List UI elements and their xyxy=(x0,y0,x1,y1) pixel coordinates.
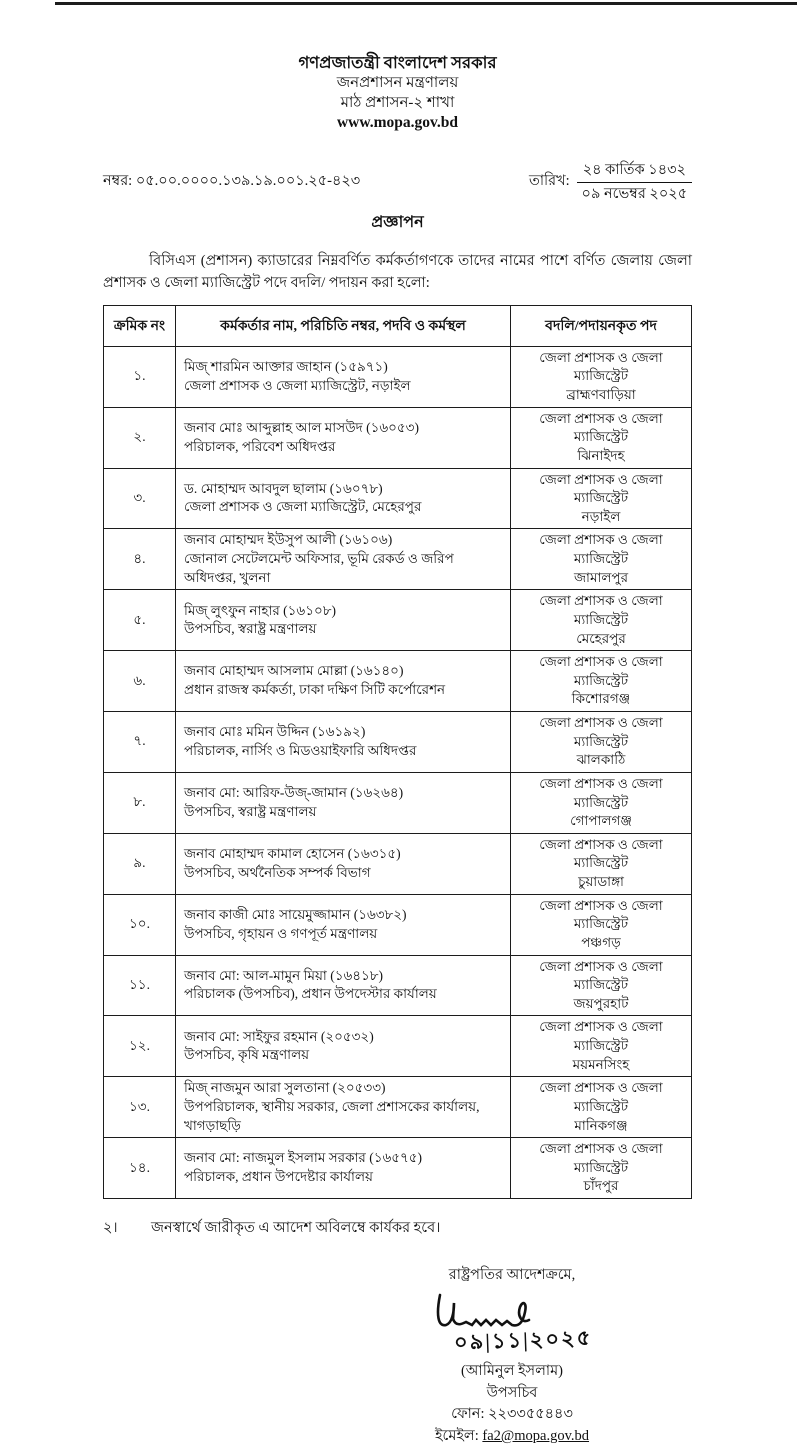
table-header-row xyxy=(104,305,692,346)
officer-designation: উপসচিব, কৃষি মন্ত্রণালয় xyxy=(184,1047,310,1063)
phone-label: ফোন: xyxy=(451,1406,485,1423)
cell-officer xyxy=(176,1016,511,1077)
officer-name-id: জনাব মোঃ আব্দুল্লাহ আল মাসউদ (১৬০৫৩) xyxy=(184,419,419,435)
officer-name-id: মিজ্‌ শারমিন আক্তার জাহান (১৫৯৭১) xyxy=(184,359,388,375)
cell-posting xyxy=(511,468,692,529)
cell-posting xyxy=(511,407,692,468)
table-row xyxy=(104,772,692,833)
memo-number-label: নম্বর: xyxy=(103,172,133,189)
posting-district: চাঁদপুর xyxy=(583,1178,619,1194)
cell-officer xyxy=(176,407,511,468)
posting-title: জেলা প্রশাসক ও জেলা ম্যাজিস্ট্রেট xyxy=(539,1080,663,1114)
table-row xyxy=(104,651,692,712)
officer-name-id: জনাব মো: সাইফুর রহমান (২০৫৩২) xyxy=(184,1028,374,1044)
date-stack xyxy=(577,160,692,205)
officer-name-id: জনাব মোহাম্মদ ইউসুপ আলী (১৬১০৬) xyxy=(184,532,393,548)
table-row xyxy=(104,955,692,1016)
cell-serial: ২. xyxy=(104,407,176,468)
cell-posting xyxy=(511,955,692,1016)
cell-serial: ৯. xyxy=(104,833,176,894)
posting-district: জামালপুর xyxy=(573,569,629,585)
officer-designation: উপসচিব, স্বরাষ্ট্র মন্ত্রণালয় xyxy=(184,803,317,819)
officer-designation: পরিচালক, নার্সিং ও মিডওয়াইফারি অধিদপ্তর xyxy=(184,742,417,758)
cell-officer xyxy=(176,468,511,529)
header-posting: বদলি/পদায়নকৃত পদ xyxy=(511,305,692,346)
email-label: ইমেইল: xyxy=(434,1428,479,1445)
intro-paragraph: বিসিএস (প্রশাসন) ক্যাডারের নিম্নবর্ণিত কর্মকর্তাগণকে তাদের নামের পাশে বর্ণিত জেলায় জেলা প্রশাসক ও জেলা ম্যাজিস্ট্রেট পদে বদলি/ পদায়ন করা হলো: xyxy=(103,252,692,292)
cell-officer xyxy=(176,833,511,894)
posting-district: কিশোরগঞ্জ xyxy=(571,691,631,707)
cell-officer xyxy=(176,772,511,833)
cell-officer xyxy=(176,1077,511,1138)
posting-title: জেলা প্রশাসক ও জেলা ম্যাজিস্ট্রেট xyxy=(539,593,663,627)
cell-serial: ১২. xyxy=(104,1016,176,1077)
government-name: গণপ্রজাতন্ত্রী বাংলাদেশ সরকার xyxy=(298,53,497,72)
posting-district: জয়পুরহাট xyxy=(573,995,629,1011)
posting-title: জেলা প্রশাসক ও জেলা ম্যাজিস্ট্রেট xyxy=(539,715,663,749)
date-gregorian: ০৯ নভেম্বর ২০২৫ xyxy=(581,185,688,202)
posting-title: জেলা প্রশাসক ও জেলা ম্যাজিস্ট্রেট xyxy=(539,836,663,871)
officer-name-id: জনাব মোঃ মমিন উদ্দিন (১৬১৯২) xyxy=(184,724,366,740)
table-row xyxy=(104,1016,692,1077)
date-bangla: ২৪ কার্তিক ১৪৩২ xyxy=(577,160,692,183)
posting-district: গোপালগঞ্জ xyxy=(570,813,632,829)
date-label: তারিখ: xyxy=(528,173,570,190)
officer-designation: প্রধান রাজস্ব কর্মকর্তা, ঢাকা দক্ষিণ সিটি কর্পোরেশন xyxy=(184,682,446,698)
memo-row xyxy=(103,160,692,205)
cell-posting xyxy=(511,346,692,407)
posting-title: জেলা প্রশাসক ও জেলা ম্যাজিস্ট্রেট xyxy=(539,1019,663,1054)
posting-district: চুয়াডাঙ্গা xyxy=(578,874,624,890)
letterhead xyxy=(103,52,692,134)
cell-posting xyxy=(511,590,692,651)
header-serial: ক্রমিক নং xyxy=(104,305,176,346)
officer-name-id: জনাব মো: আল-মামুন মিয়া (১৬৪১৮) xyxy=(184,967,384,983)
officer-designation: পরিচালক, প্রধান উপদেষ্টার কার্যালয় xyxy=(184,1169,373,1185)
posting-title: জেলা প্রশাসক ও জেলা ম্যাজিস্ট্রেট xyxy=(539,410,663,445)
cell-officer xyxy=(176,590,511,651)
cell-serial: ৬. xyxy=(104,651,176,712)
table-row xyxy=(104,894,692,955)
posting-title: জেলা প্রশাসক ও জেলা ম্যাজিস্ট্রেট xyxy=(539,654,663,688)
cell-officer xyxy=(176,529,511,590)
cell-posting xyxy=(511,529,692,590)
table-row xyxy=(104,468,692,529)
table-row xyxy=(104,1138,692,1199)
posting-district: ময়মনসিংহ xyxy=(572,1056,630,1072)
email-line xyxy=(372,1426,652,1448)
officer-name-id: জনাব মো: নাজমুল ইসলাম সরকার (১৬৫৭৫) xyxy=(184,1150,423,1166)
cell-serial: ১৩. xyxy=(104,1077,176,1138)
closing-paragraph-number: ২। xyxy=(103,1220,118,1237)
cell-posting xyxy=(511,894,692,955)
posting-district: পঞ্চগড় xyxy=(581,934,621,950)
officer-designation: জেলা প্রশাসক ও জেলা ম্যাজিস্ট্রেট, নড়াইল xyxy=(184,377,411,393)
posting-title: জেলা প্রশাসক ও জেলা ম্যাজিস্ট্রেট xyxy=(539,471,663,506)
cell-serial: ৮. xyxy=(104,772,176,833)
cell-posting xyxy=(511,833,692,894)
phone-number: ২২৩৩৫৫৪৪৩ xyxy=(488,1406,573,1423)
by-order-text: রাষ্ট্রপতির আদেশক্রমে, xyxy=(448,1267,576,1284)
posting-title: জেলা প্রশাসক ও জেলা ম্যাজিস্ট্রেট xyxy=(539,532,663,567)
officer-designation: উপপরিচালক, স্থানীয় সরকার, জেলা প্রশাসকের কার্যালয়, খাগড়াছড়ি xyxy=(184,1098,480,1133)
posting-title: জেলা প্রশাসক ও জেলা ম্যাজিস্ট্রেট xyxy=(539,958,663,993)
cell-officer xyxy=(176,346,511,407)
cell-serial: ১০. xyxy=(104,894,176,955)
table-row xyxy=(104,833,692,894)
officer-name-id: জনাব মো: আরিফ-উজ্-জামান (১৬২৬৪) xyxy=(184,785,404,801)
cell-serial: ১১. xyxy=(104,955,176,1016)
officer-designation: পরিচালক, পরিবেশ অধিদপ্তর xyxy=(184,438,336,454)
cell-officer xyxy=(176,894,511,955)
officer-designation: উপসচিব, স্বরাষ্ট্র মন্ত্রণালয় xyxy=(184,621,317,637)
memo-number xyxy=(103,160,360,194)
signature-block xyxy=(372,1265,652,1448)
cell-serial: ১. xyxy=(104,346,176,407)
branch-name: মাঠ প্রশাসন-২ শাখা xyxy=(340,94,455,111)
officer-name-id: জনাব মোহাম্মদ কামাল হোসেন (১৬৩১৫) xyxy=(184,846,401,862)
posting-district: ঝালকাঠি xyxy=(576,752,626,768)
officer-name-id: মিজ্‌ নাজমুন আরা সুলতানা (২০৫৩৩) xyxy=(184,1080,386,1096)
posting-district: মেহেরপুর xyxy=(576,630,626,646)
officer-designation: জোনাল সেটেলমেন্ট অফিসার, ভূমি রেকর্ড ও জরিপ অধিদপ্তর, খুলনা xyxy=(184,551,454,585)
signatory-name: (আমিনুল ইসলাম) xyxy=(460,1362,564,1379)
posting-title: জেলা প্রশাসক ও জেলা ম্যাজিস্ট্রেট xyxy=(539,349,663,384)
cell-posting xyxy=(511,1138,692,1199)
cell-posting xyxy=(511,1016,692,1077)
cell-posting xyxy=(511,772,692,833)
cell-officer xyxy=(176,712,511,773)
officer-name-id: মিজ্‌ লুৎফুন নাহার (১৬১০৮) xyxy=(184,602,336,618)
cell-officer xyxy=(176,651,511,712)
cell-posting xyxy=(511,712,692,773)
officer-name-id: ড. মোহাম্মদ আবদুল ছালাম (১৬০৭৮) xyxy=(184,480,383,496)
cell-serial: ৭. xyxy=(104,712,176,773)
header-officer: কর্মকর্তার নাম, পরিচিতি নম্বর, পদবি ও কর্মস্থল xyxy=(176,305,511,346)
posting-title: জেলা প্রশাসক ও জেলা ম্যাজিস্ট্রেট xyxy=(539,775,663,810)
memo-number-value: ০৫.০০.০০০০.১৩৯.১৯.০০১.২৫-৪২৩ xyxy=(135,172,361,189)
signatory-designation: উপসচিব xyxy=(486,1384,538,1401)
cell-serial: ৪. xyxy=(104,529,176,590)
table-row xyxy=(104,1077,692,1138)
closing-paragraph xyxy=(103,1217,692,1241)
officer-name-id: জনাব কাজী মোঃ সায়েমুজ্জামান (১৬৩৮২) xyxy=(184,906,407,922)
ministry-name: জনপ্রশাসন মন্ত্রণালয় xyxy=(336,74,459,91)
phone-line xyxy=(372,1404,652,1426)
table-row xyxy=(104,346,692,407)
officer-designation: জেলা প্রশাসক ও জেলা ম্যাজিস্ট্রেট, মেহেরপুর xyxy=(184,499,422,515)
handwritten-date: ০৯|১১|২০২৫ xyxy=(453,1325,593,1355)
cell-serial: ১৪. xyxy=(104,1138,176,1199)
table-row xyxy=(104,712,692,773)
officer-designation: পরিচালক (উপসচিব), প্রধান উপদেস্টার কার্যালয় xyxy=(184,986,437,1002)
posting-district: ব্রাহ্মণবাড়িয়া xyxy=(566,387,636,403)
closing-paragraph-text: জনস্বার্থে জারীকৃত এ আদেশ অবিলম্বে কার্যকর হবে। xyxy=(151,1220,441,1237)
table-row xyxy=(104,529,692,590)
website-text: www.mopa.gov.bd xyxy=(336,114,459,132)
signature-area xyxy=(372,1289,652,1361)
document-title: প্রজ্ঞাপন xyxy=(371,213,424,231)
cell-posting xyxy=(511,651,692,712)
cell-serial: ৩. xyxy=(104,468,176,529)
posting-district: মানিকগঞ্জ xyxy=(574,1117,628,1133)
posting-district: ঝিনাইদহ xyxy=(577,447,625,463)
email-link[interactable]: fa2@mopa.gov.bd xyxy=(482,1428,590,1445)
cell-posting xyxy=(511,1077,692,1138)
posting-district: নড়াইল xyxy=(581,508,621,524)
officer-designation: উপসচিব, অর্থনৈতিক সম্পর্ক বিভাগ xyxy=(184,864,371,880)
table-row xyxy=(104,590,692,651)
table-row xyxy=(104,407,692,468)
cell-officer xyxy=(176,1138,511,1199)
officer-name-id: জনাব মোহাম্মদ আসলাম মোল্লা (১৬১৪০) xyxy=(184,663,404,679)
date-block xyxy=(529,160,692,205)
officer-designation: উপসচিব, গৃহায়ন ও গণপূর্ত মন্ত্রণালয় xyxy=(184,925,378,941)
cell-serial: ৫. xyxy=(104,590,176,651)
cell-officer xyxy=(176,955,511,1016)
posting-title: জেলা প্রশাসক ও জেলা ম্যাজিস্ট্রেট xyxy=(539,1141,663,1175)
transfer-order-table xyxy=(103,305,692,1199)
scan-artifact-line xyxy=(55,2,797,5)
posting-title: জেলা প্রশাসক ও জেলা ম্যাজিস্ট্রেট xyxy=(539,897,663,932)
table-body xyxy=(104,346,692,1198)
